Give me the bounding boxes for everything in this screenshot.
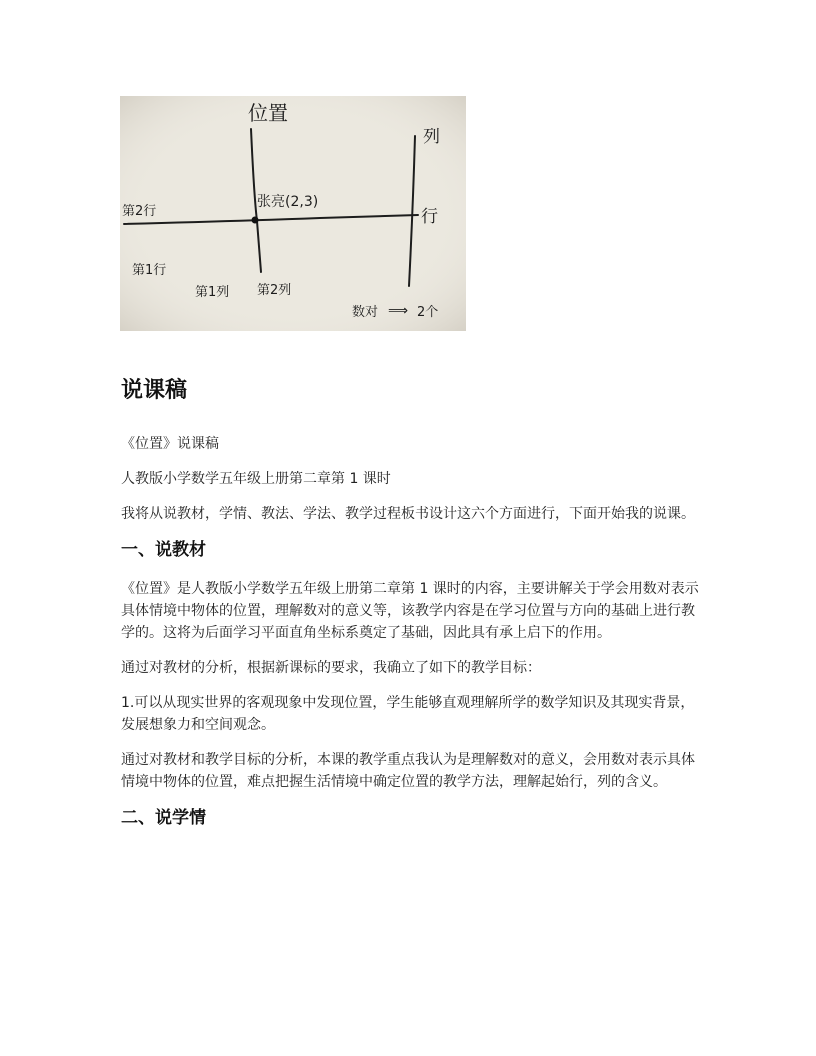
label-note: 2个 [417,305,439,320]
section-1-paragraph-1: 《位置》是人教版小学数学五年级上册第二章第 1 课时的内容，主要讲解关于学会用数对表示具体情境中物体的位置，理解数对的意义等，该教学内容是在学习位置与方向的基础上进行教学的。这将为后面学习平面直角坐标系奠定了基础，因此具有承上启下的作用。 [121,581,699,641]
section-2-heading: 二、说学情 [121,808,206,828]
label-row-2: 第2行 [122,204,157,219]
section-1-heading: 一、说教材 [121,540,206,560]
intro-paragraph: 我将从说教材，学情、教法、学法、教学过程板书设计这六个方面进行，下面开始我的说课。 [121,506,695,522]
label-row-1: 第1行 [132,263,167,278]
label-arrow: ⟹ [388,303,409,319]
label-num-pair: 数对 [352,305,379,320]
section-1-paragraph-4: 通过对教材和教学目标的分析，本课的教学重点我认为是理解数对的意义，会用数对表示具体情境中物体的位置，难点把握生活情境中确定位置的教学方法，理解起始行，列的含义。 [121,752,695,790]
label-row: 行 [421,207,438,227]
edition-line: 人教版小学数学五年级上册第二章第 1 课时 [121,471,391,487]
diagram-sketch [120,96,466,331]
section-1-paragraph-3: 1.可以从现实世界的客观现象中发现位置，学生能够直观理解所学的数学知识及其现实背景，发展想象力和空间观念。 [121,695,695,733]
handwritten-diagram-photo [120,96,466,331]
document-body [121,376,699,846]
section-1-paragraph-2: 通过对教材的分析，根据新课标的要求，我确立了如下的教学目标： [121,660,541,676]
subtitle: 《位置》说课稿 [121,436,219,452]
label-col-2: 第2列 [257,283,292,298]
label-col-1: 第1列 [195,285,230,300]
point-marker [252,217,259,224]
label-position: 位置 [248,101,288,125]
label-point: 张亮(2,3) [257,194,319,210]
document-title: 说课稿 [121,378,188,403]
label-column: 列 [423,127,440,147]
